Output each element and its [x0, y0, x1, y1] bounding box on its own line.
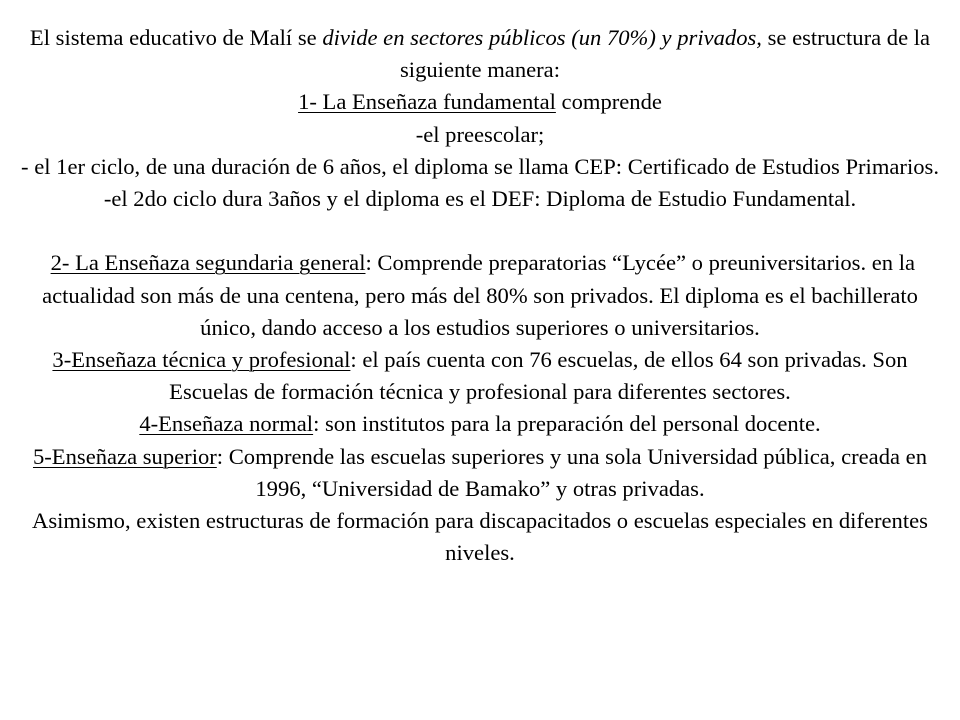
section2-heading: 2- La Enseñaza segundaria general	[50, 250, 366, 276]
section4-text: : son institutos para la preparación del personal docente.	[313, 411, 821, 437]
slide-text-body	[14, 22, 946, 569]
intro-text-start: El sistema educativo de Malí se	[29, 25, 323, 50]
closing-paragraph: Asimismo, existen estructuras de formación para discapacitados o escuelas especiales en diferentes niveles.	[32, 508, 928, 566]
blank-line	[14, 215, 946, 247]
section1-item-preescolar: -el preescolar;	[415, 121, 545, 147]
section4-paragraph	[14, 408, 946, 440]
intro-text-italic: divide en sectores públicos (un 70%) y privados,	[322, 25, 762, 50]
section4-heading: 4-Enseñaza normal	[139, 411, 314, 437]
intro-text-end: se estructura de la siguiente manera:	[400, 25, 931, 83]
intro-paragraph	[14, 22, 946, 86]
section1-item-segundo-ciclo: -el 2do ciclo dura 3años y el diploma es el DEF: Diploma de Estudio Fundamental.	[103, 186, 857, 212]
section1-paragraph	[14, 86, 946, 118]
section3-text: : el país cuenta con 76 escuelas, de ellos 64 son privadas. Son Escuelas de formación técnica y profesional para diferentes sectores.	[169, 347, 908, 405]
section5-paragraph	[14, 441, 946, 505]
section3-paragraph	[14, 344, 946, 408]
section1-heading: 1- La Enseñaza fundamental	[298, 89, 556, 115]
section2-paragraph	[14, 247, 946, 344]
section5-heading: 5-Enseñaza superior	[32, 443, 217, 469]
section2-text: : Comprende preparatorias “Lycée” o preuniversitarios. en la actualidad son más de una centena, pero más del 80% son privados. El diploma es el bachillerato único, dando acceso a los estudios superiores o universitarios.	[42, 250, 918, 340]
section5-text: : Comprende las escuelas superiores y una sola Universidad pública, creada en 1996, “Universidad de Bamako” y otras privadas.	[216, 443, 927, 501]
section1-text: comprende	[555, 89, 662, 115]
section1-item-primer-ciclo: - el 1er ciclo, de una duración de 6 años, el diploma se llama CEP: Certificado de Estudios Primarios.	[21, 153, 939, 179]
section3-heading: 3-Enseñaza técnica y profesional	[52, 347, 351, 373]
